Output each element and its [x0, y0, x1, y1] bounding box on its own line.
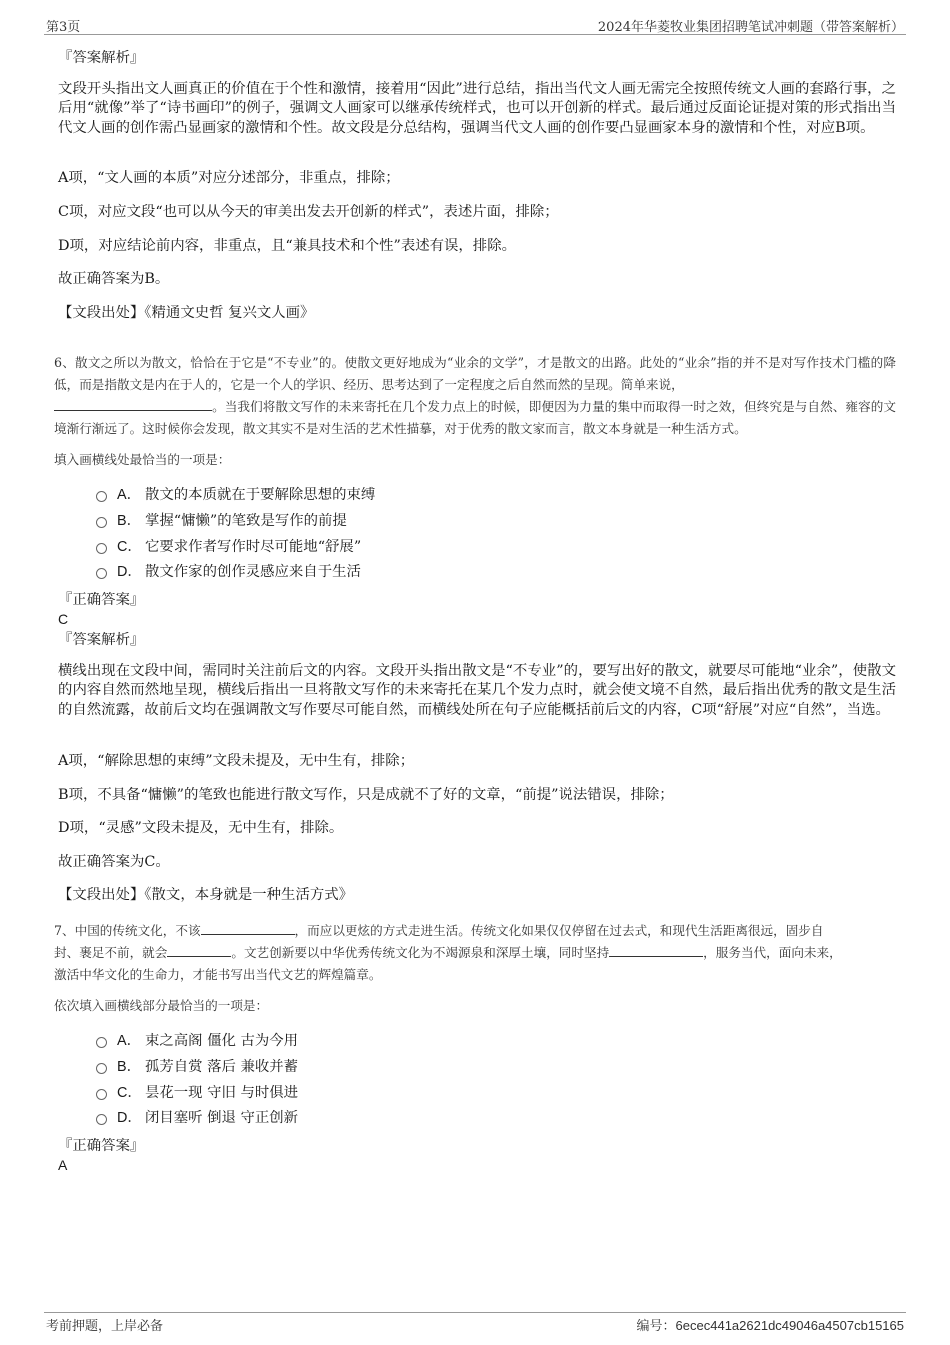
question-7-stem: [54, 920, 896, 986]
radio-icon[interactable]: [96, 543, 107, 554]
fill-blank: [167, 944, 231, 957]
option-text: 束之高阁 僵化 古为今用: [145, 1033, 299, 1049]
page-number: 第3页: [46, 20, 81, 35]
question-6-option-a[interactable]: [96, 485, 375, 505]
document-title: 2024年华菱牧业集团招聘笔试冲刺题（带答案解析）: [597, 20, 904, 35]
correct-answer-conclusion: 故正确答案为C。: [58, 854, 170, 870]
radio-icon[interactable]: [96, 1114, 107, 1125]
radio-icon[interactable]: [96, 1063, 107, 1074]
correct-answer-label: 『正确答案』: [58, 592, 145, 608]
correct-answer: C: [58, 611, 69, 627]
fill-blank: [201, 922, 295, 935]
option-letter: A．: [117, 1033, 141, 1049]
question-7-option-d[interactable]: [96, 1108, 298, 1128]
radio-icon[interactable]: [96, 568, 107, 579]
analysis-text: 横线出现在文段中间，需同时关注前后文的内容。文段开头指出散文是“不专业”的，要写出好的散文，就要尽可能地“业余”，使散文的内容自然而然地呈现，横线后指出一旦将散文写作的未来寄托在某几个发力点时，就会使文境不自然，最后指出优秀的散文是生活的自然流露，故前后文均在强调散文写作要尽可能自然，而横线处所在句子应能概括前后文的内容，C项“舒展”对应“自然”，当选。: [58, 663, 896, 718]
option-letter: C．: [117, 539, 142, 555]
option-letter: B．: [117, 513, 141, 529]
radio-icon[interactable]: [96, 517, 107, 528]
question-6-prompt: 填入画横线处最恰当的一项是：: [54, 452, 231, 467]
document-code: [637, 1315, 904, 1334]
question-6-stem-part1: 6、散文之所以为散文，恰恰在于它是“不专业”的。使散文更好地成为“业余的文学”，才是散文的出路。此处的“业余”指的并不是对写作技术门槛的降低，而是指散文是内在于人的，它是一个人的学识、经历、思考达到了一定程度之后自然而然的呈现。简单来说，: [54, 355, 896, 392]
analysis-option-a: A项，“文人画的本质”对应分述部分，非重点，排除；: [58, 170, 400, 186]
question-7-stem-part2: ，而应以更炫的方式走进生活。传统文化如果仅仅停留在过去式，和现代生活距离很远，固步自: [294, 923, 824, 938]
question-6-option-d[interactable]: [96, 562, 361, 582]
question-6-option-c[interactable]: [96, 537, 361, 557]
question-6-stem-part2: 。当我们将散文写作的未来寄托在几个发力点上的时候，即便因为力量的集中而取得一时之效，但终究是与自然、雍容的文境渐行渐远了。这时候你会发现，散文其实不是对生活的艺术性描摹，对于优秀的散文家而言，散文本身就是一种生活方式。: [54, 399, 896, 436]
option-letter: A．: [117, 487, 141, 503]
analysis-text: 文段开头指出文人画真正的价值在于个性和激情，接着用“因此”进行总结，指出当代文人画无需完全按照传统文人画的套路行事，之后用“就像”举了“诗书画印”的例子，强调文人画家可以继承传统样式，也可以开创新的样式。最后通过反面论证提对策的形式指出当代文人画的创作需凸显画家的激情和个性。故文段是分总结构，强调当代文人画的创作要凸显画家本身的激情和个性，对应B项。: [58, 81, 896, 136]
option-letter: C．: [117, 1085, 142, 1101]
analysis-option-b: B项，不具备“慵懒”的笔致也能进行散文写作，只是成就不了好的文章，“前提”说法错误，排除；: [58, 787, 674, 803]
document-code-label: 编号：: [636, 1319, 676, 1334]
passage-source: 【文段出处】《精通文史哲 复兴文人画》: [58, 305, 315, 321]
question-7-prompt: 依次填入画横线部分最恰当的一项是：: [54, 998, 269, 1013]
correct-answer: A: [58, 1157, 68, 1173]
fill-blank: [54, 398, 212, 411]
option-letter: D．: [117, 1110, 142, 1126]
question-7-option-b[interactable]: [96, 1057, 298, 1077]
document-code-value: 6ecec441a2621dc49046a4507cb15165: [675, 1318, 904, 1333]
radio-icon[interactable]: [96, 1037, 107, 1048]
question-7-option-a[interactable]: [96, 1031, 298, 1051]
question-7-stem-part1: 7、中国的传统文化，不该: [54, 923, 201, 938]
option-text: 掌握“慵懒”的笔致是写作的前提: [145, 513, 347, 529]
option-letter: B．: [117, 1059, 141, 1075]
question-7-stem-part6: 激活中华文化的生命力，才能书写出当代文艺的辉煌篇章。: [54, 967, 382, 982]
radio-icon[interactable]: [96, 491, 107, 502]
option-letter: D．: [117, 564, 142, 580]
analysis-option-a: A项，“解除思想的束缚”文段未提及，无中生有，排除；: [58, 753, 415, 769]
analysis-option-d: D项，“灵感”文段未提及，无中生有，排除。: [58, 820, 344, 836]
option-text: 昙花一现 守旧 与时俱进: [145, 1085, 299, 1101]
analysis-label: 『答案解析』: [58, 50, 145, 66]
question-7-stem-part3: 封、裹足不前，就会: [54, 945, 168, 960]
radio-icon[interactable]: [96, 1089, 107, 1100]
option-text: 孤芳自赏 落后 兼收并蓄: [145, 1059, 299, 1075]
question-6-stem: [54, 352, 896, 440]
footer-divider: [44, 1312, 906, 1313]
passage-source: 【文段出处】《散文，本身就是一种生活方式》: [58, 887, 354, 903]
question-7-stem-part5: ，服务当代，面向未来，: [703, 945, 842, 960]
option-text: 闭目塞听 倒退 守正创新: [145, 1110, 299, 1126]
option-text: 散文作家的创作灵感应来自于生活: [145, 564, 361, 580]
option-text: 散文的本质就在于要解除思想的束缚: [145, 487, 376, 503]
question-7-option-c[interactable]: [96, 1083, 298, 1103]
analysis-label: 『答案解析』: [58, 632, 145, 648]
header-divider: [44, 34, 906, 35]
analysis-option-d: D项，对应结论前内容，非重点，且“兼具技术和个性”表述有误，排除。: [58, 238, 516, 254]
analysis-option-c: C项，对应文段“也可以从今天的审美出发去开创新的样式”，表述片面，排除；: [58, 204, 559, 220]
fill-blank: [609, 944, 703, 957]
correct-answer-label: 『正确答案』: [58, 1138, 145, 1154]
option-text: 它要求作者写作时尽可能地“舒展”: [145, 539, 362, 555]
correct-answer-conclusion: 故正确答案为B。: [58, 271, 170, 287]
question-6-option-b[interactable]: [96, 511, 347, 531]
footer-slogan: 考前押题，上岸必备: [46, 1319, 164, 1334]
question-7-stem-part4: 。文艺创新要以中华优秀传统文化为不竭源泉和深厚土壤，同时坚持: [231, 945, 610, 960]
